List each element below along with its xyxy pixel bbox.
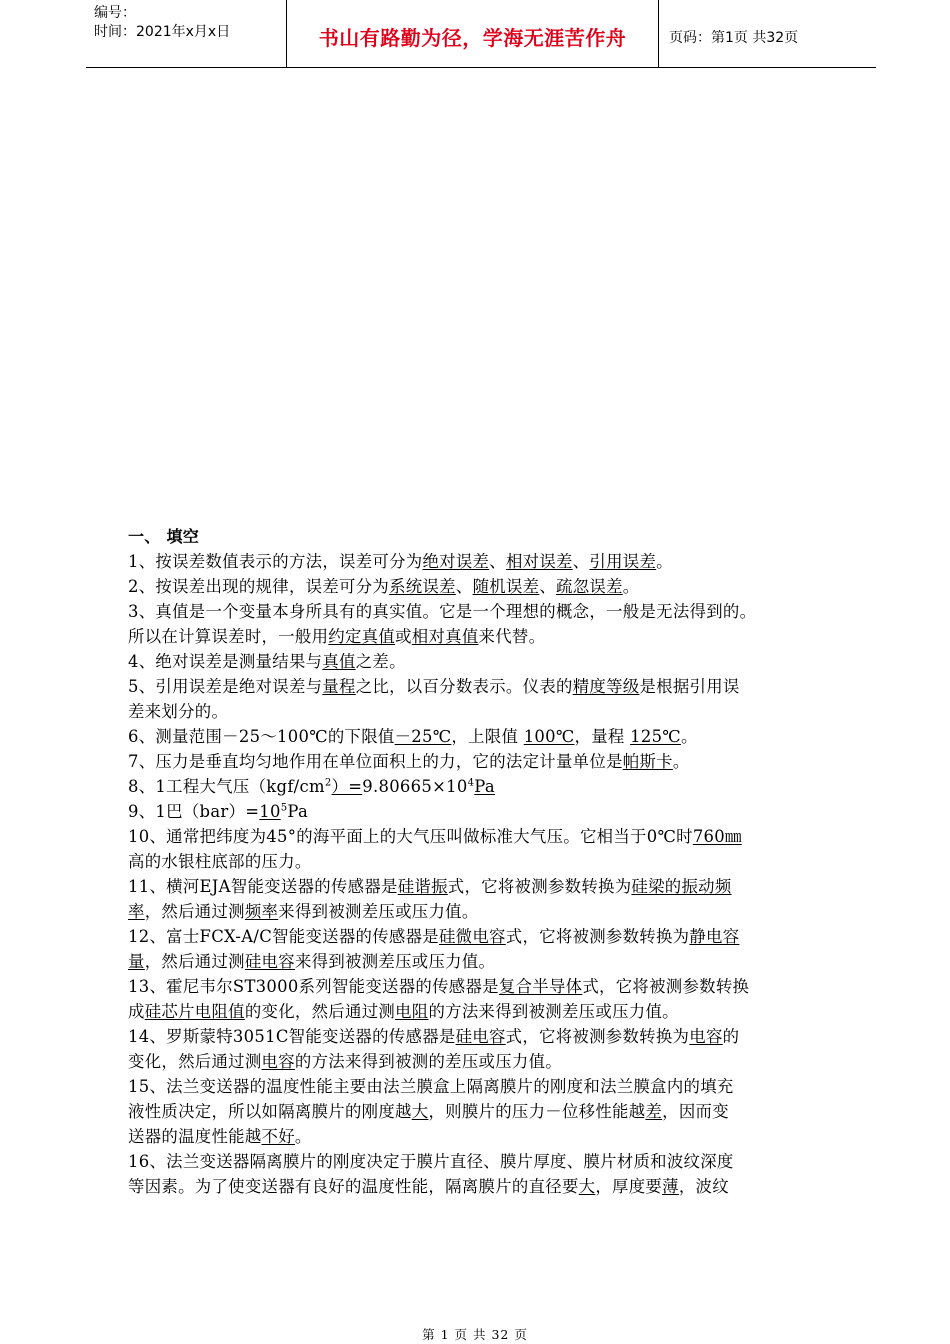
text-line [128,674,838,699]
answer-blank: 随机误差 [472,577,540,596]
answer-blank: 硅芯片电阻值 [144,1002,245,1021]
text-line [128,974,838,999]
answer-blank: 硅谐振 [397,877,448,896]
answer-blank: 760㎜ [692,827,742,846]
text-line [128,874,838,899]
answer-blank: 绝对误差 [422,552,490,571]
text-run: 7、压力是垂直均匀地作用在单位面积上的力，它的法定计量单位是 [128,752,623,771]
answer-blank: 差 [645,1102,663,1121]
text-run: 。 [672,752,690,771]
answer-blank: 电容 [689,1027,723,1046]
text-run: 式，它将被测参数转换为 [505,1027,690,1046]
text-run: 或 [395,627,412,646]
text-line [128,924,838,949]
text-run: 来代替。 [478,627,546,646]
answer-blank: 引用误差 [589,552,657,571]
text-run: 3、真值是一个变量本身所具有的真实值。它是一个理想的概念，一般是无法得到的。 [128,602,757,621]
text-line [128,824,838,849]
header-table [86,0,876,68]
text-line [128,549,838,574]
answer-blank: 10 [259,802,281,821]
text-run: 差来划分的。 [128,702,229,721]
text-line [128,799,838,824]
answer-blank: 量程 [322,677,356,696]
text-line [128,1074,838,1099]
answer-blank: 量 [128,952,145,971]
text-run: 5、引用误差是绝对误差与 [128,677,323,696]
answer-blank: 薄 [662,1177,679,1196]
text-run: 等因素。为了使变送器有良好的温度性能，隔离膜片的直径要 [128,1177,579,1196]
section-title: 一、 填空 [128,527,200,546]
answer-blank: 静电容 [689,927,740,946]
answer-blank: 复合半导体 [498,977,583,996]
text-line [128,1124,838,1149]
document-date-label: 时间：2021年x月x日 [94,24,231,40]
text-run: Pa [287,802,309,821]
text-line [128,599,838,624]
text-run: ，量程 [574,727,631,746]
text-run: 10、通常把纬度为45°的海平面上的大气压叫做标准大气压。它相当于0℃时 [128,827,693,846]
text-run: 变化，然后通过测 [128,1052,262,1071]
answer-blank: 电容 [261,1052,295,1071]
text-run: ，波纹 [678,1177,729,1196]
text-run: 式，它将被测参数转换为 [447,877,632,896]
text-run: 式，它将被测参数转换 [582,977,750,996]
text-run: 。 [656,552,673,571]
text-line [128,1049,838,1074]
answer-blank: 硅电容 [455,1027,506,1046]
text-run: 的方法来得到被测差压或压力值。 [428,1002,679,1021]
text-run: 14、罗斯蒙特3051C智能变送器的传感器是 [128,1027,456,1046]
text-run: ，然后通过测 [144,902,245,921]
text-run: 16、法兰变送器隔离膜片的刚度决定于膜片直径、膜片厚度、膜片材质和波纹深度 [128,1152,734,1171]
superscript: 4 [467,777,475,789]
text-run: 。 [294,1127,312,1146]
text-run: 成 [128,1002,145,1021]
answer-blank: 率 [128,902,145,921]
document-body [128,524,838,1199]
text-run: 之比，以百分数表示。仪表的 [355,677,573,696]
text-run: ，因而变 [662,1102,729,1121]
text-run: 来得到被测差压或压力值。 [294,952,496,971]
text-run: 、 [572,552,590,571]
answer-blank: 帕斯卡 [622,752,673,771]
header-page-cell [659,0,876,67]
text-run: 是根据引用误 [639,677,740,696]
text-line [128,1174,838,1199]
answer-blank: 硅微电容 [438,927,506,946]
text-run: 2、按误差出现的规律，误差可分为 [128,577,390,596]
answer-blank: 大 [578,1177,596,1196]
text-run: ，则膜片的压力－位移性能越 [428,1102,646,1121]
text-line [128,1099,838,1124]
text-line [128,649,838,674]
text-run: 9、1巴（bar）= [128,802,260,821]
answer-blank: 100℃ [523,727,575,746]
page-info-label: 页码：第1页 共32页 [669,30,799,46]
text-line [128,1149,838,1174]
text-run: 式，它将被测参数转换为 [505,927,690,946]
text-run: 送器的温度性能越 [128,1127,262,1146]
text-run: 的方法来得到被测的差压或压力值。 [294,1052,562,1071]
answer-blank: 硅梁的振动频 [631,877,732,896]
answer-blank: 电阻 [395,1002,429,1021]
answer-blank: 125℃ [630,727,681,746]
answer-blank: Pa [474,777,495,796]
answer-blank: 不好 [261,1127,295,1146]
text-run: 8、1工程大气压（kgf/cm [128,777,325,796]
text-line [128,949,838,974]
text-run: 之差。 [355,652,406,671]
text-run: 所以在计算误差时，一般用 [128,627,329,646]
header-motto-cell [286,0,659,67]
text-run: 。 [680,727,698,746]
text-line [128,724,838,749]
text-run: 4、绝对误差是测量结果与 [128,652,323,671]
text-run: 高的水银柱底部的压力。 [128,852,312,871]
page-footer: 第 1 页 共 32 页 [422,1327,528,1342]
answer-blank: ）= [331,777,363,796]
text-run: 的 [722,1027,740,1046]
header-meta-cell [86,0,286,67]
text-line [128,774,838,799]
text-line [128,624,838,649]
answer-blank: 真值 [322,652,356,671]
motto-text: 书山有路勤为径，学海无涯苦作舟 [318,26,627,50]
text-run: 、 [539,577,557,596]
text-run: 。 [622,577,640,596]
text-run: 、 [455,577,473,596]
answer-blank: 系统误差 [389,577,456,596]
text-run: 12、富士FCX-A/C智能变送器的传感器是 [128,927,439,946]
answer-blank: 相对真值 [411,627,479,646]
answer-blank: 疏忽误差 [556,577,623,596]
text-run: 1、按误差数值表示的方法，误差可分为 [128,552,423,571]
text-line [128,699,838,724]
text-run: 9.80665×10 [362,777,468,796]
text-run: 13、霍尼韦尔ST3000系列智能变送器的传感器是 [128,977,499,996]
text-line [128,849,838,874]
text-line [128,749,838,774]
text-line [128,574,838,599]
text-line [128,1024,838,1049]
document-number-label: 编号： [94,5,136,21]
answer-blank: 频率 [244,902,279,921]
answer-blank: 大 [411,1102,429,1121]
answer-blank: 精度等级 [572,677,640,696]
text-run: 6、测量范围－25～100℃的下限值 [128,727,395,746]
text-run: 来得到被测差压或压力值。 [278,902,479,921]
text-run: 、 [489,552,506,571]
answer-blank: 相对误差 [505,552,573,571]
text-run: 11、横河EJA智能变送器的传感器是 [128,877,398,896]
text-run: 的变化，然后通过测 [244,1002,396,1021]
text-run: ，然后通过测 [144,952,245,971]
text-run: 15、法兰变送器的温度性能主要由法兰膜盒上隔离膜片的刚度和法兰膜盒内的填充 [128,1077,734,1096]
answer-blank: 约定真值 [328,627,396,646]
text-line [128,999,838,1024]
answer-blank: －25℃ [394,727,452,746]
text-run: 液性质决定，所以如隔离膜片的刚度越 [128,1102,412,1121]
answer-blank: 硅电容 [244,952,295,971]
superscript: 5 [280,802,288,814]
superscript: 2 [324,777,332,789]
text-run: ，厚度要 [595,1177,663,1196]
text-line [128,899,838,924]
text-run: ，上限值 [451,727,524,746]
